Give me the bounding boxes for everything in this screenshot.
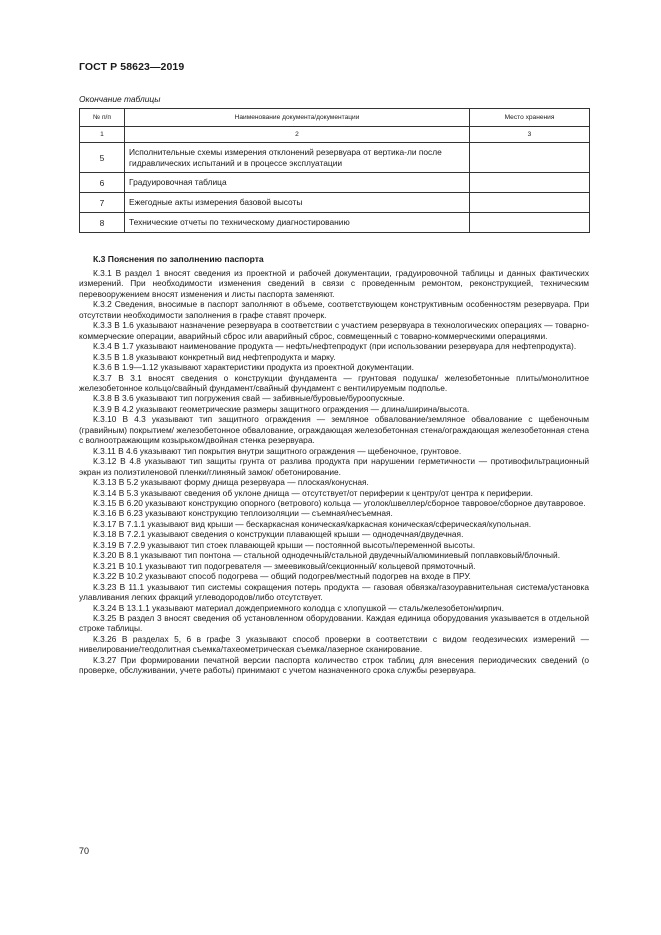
row-number: 5 [80,143,125,173]
paragraph: К.3.10 В 4.3 указывают тип защитного ограждения — земляное обвалование/земляное обвалование с щебеночным (гравийным) покрытием/ железобетонное обвалование, ограждающая железобетонная стена/ограждающая железобетонная стена с волноотражающим козырьком/двойная стенка резервуара. [79,414,589,446]
paragraph: К.3.7 В 3.1 вносят сведения о конструкции фундамента — грунтовая подушка/ железобетонные плиты/монолитное железобетонное кольцо/свайный фундамент/свайный фундамент с вентилируемым подполье. [79,372,589,393]
paragraph: К.3.20 В 8.1 указывают тип понтона — стальной однодечный/стальной двудечный/алюминиевый поплавковый/блочный. [93,550,561,561]
document-header: ГОСТ Р 58623—2019 [79,61,185,73]
paragraph: К.3.12 В 4.8 указывают тип защиты грунта от разлива продукта при нарушении герметичности — противофильтрационный экран из полиэтиленовой пленки/глиняный замок/ обетонирование. [79,456,589,477]
table-row [80,213,590,233]
paragraph: К.3.18 В 7.2.1 указывают сведения о конструкции плавающей крыши — однодечная/двудечная. [93,529,464,540]
table-column-numbers-row [80,127,590,143]
paragraph: К.3.26 В разделах 5, 6 в графе 3 указывают способ проверки в соответствии с видом геодезических измерений — нивелирование/теодолитная съемка/тахеометрическая съемка/лазерное сканирование. [79,633,589,655]
row-number: 6 [80,173,125,193]
paragraph: К.3.3 В 1.6 указывают назначение резервуара в соответствии с участием резервуара в технологических операциях — товарно-коммерческие операции, аварийный сброс или аварийный сброс, совмещенный с товарно-коммерческими операциями. [79,320,589,341]
paragraph: К.3.22 В 10.2 указывают способ подогрева — общий подогрев/местный подогрев на входе в ПРУ. [93,571,471,582]
paragraph: К.3.9 В 4.2 указывают геометрические размеры защитного ограждения — длина/ширина/высота. [93,403,470,414]
paragraph: К.3.4 В 1.7 указывают наименование продукта — нефть/нефтепродукт (при использовании резервуара для нефтепродукта). [93,341,577,352]
table-row [80,173,590,193]
paragraph: К.3.25 В раздел 3 вносят сведения об установленном оборудовании. Каждая единица оборудования указывается в отдельной строке таблицы. [79,612,589,634]
paragraph: К.3.19 В 7.2.9 указывают тип стоек плавающей крыши — постоянной высоты/переменной высоты. [93,539,476,550]
paragraph: К.3.8 В 3.6 указывают тип погружения свай — забивные/буровые/буроопускные. [93,393,405,404]
paragraph: К.3.27 При формировании печатной версии паспорта количество строк таблиц для внесения периодических сведений (о проверке, обслуживании, учете работы) принимают с учетом назначенного срока службы резервуара. [79,654,589,676]
column-header-number: № п/п [80,109,125,127]
table-row [80,193,590,213]
paragraph: К.3.24 В 13.1.1 указывают материал дождеприемного колодца с хлопушкой — сталь/железобетон/кирпич. [93,602,504,613]
paragraph: К.3.23 В 11.1 указывают тип системы сокращения потерь продукта — газовая обвязка/газоуравнительная система/установка улавливания легких фракций углеводородов/либо отсутствует. [79,581,589,603]
column-number: 3 [470,127,590,143]
paragraph: К.3.14 В 5.3 указывают сведения об уклоне днища — отсутствует/от периферии к центру/от центра к периферии. [93,487,533,498]
paragraph: К.3.2 Сведения, вносимые в паспорт заполняют в объеме, соответствующем конструктивным особенностям резервуара. При отсутствии необходимости заполнения в графе ставят прочерк. [79,299,589,320]
section-body [79,268,589,676]
column-header-location: Место хранения [470,109,590,127]
row-number: 7 [80,193,125,213]
paragraph: К.3.1 В раздел 1 вносят сведения из проектной и рабочей документации, градуировочной таблицы и данных фактических измерений. При необходимости изменения сведений в связи с проведенным ремонтом, реконструкцией, техническим перевооружением вносят изменения и листы паспорта заменяют. [79,268,589,299]
paragraph: К.3.16 В 6.23 указывают конструкцию теплоизоляции — съемная/несъемная. [93,508,393,519]
row-location [470,143,590,173]
paragraph: К.3.11 В 4.6 указывают тип покрытия внутри защитного ограждения — щебеночное, грунтовое. [93,445,462,456]
paragraph: К.3.21 В 10.1 указывают тип подогревателя — змеевиковый/секционный/ кольцевой прямоточный. [93,560,476,571]
table-caption: Окончание таблицы [79,94,161,104]
documents-table [79,108,590,233]
row-number: 8 [80,213,125,233]
paragraph: К.3.17 В 7.1.1 указывают вид крыши — бескаркасная коническая/каркасная коническая/сферическая/купольная. [93,518,532,529]
section-title: К.3 Пояснения по заполнению паспорта [93,254,264,264]
table-row [80,143,590,173]
row-document-name: Градуировочная таблица [125,173,470,193]
row-document-name: Исполнительные схемы измерения отклонений резервуара от вертика-ли после гидравлических испытаний и в процессе эксплуатации [125,143,470,173]
row-location [470,193,590,213]
paragraph: К.3.15 В 6.20 указывают конструкцию опорного (ветрового) кольца — уголок/швеллер/сборное тавровое/сборное двутавровое. [93,497,586,508]
row-document-name: Ежегодные акты измерения базовой высоты [125,193,470,213]
column-header-name: Наименование документа/документации [125,109,470,127]
paragraph: К.3.5 В 1.8 указывают конкретный вид нефтепродукта и марку. [93,351,336,362]
row-location [470,213,590,233]
table-header-row [80,109,590,127]
row-location [470,173,590,193]
column-number: 1 [80,127,125,143]
paragraph: К.3.13 В 5.2 указывают форму днища резервуара — плоская/конусная. [93,477,369,488]
column-number: 2 [125,127,470,143]
row-document-name: Технические отчеты по техническому диагностированию [125,213,470,233]
page-number: 70 [79,846,90,856]
paragraph: К.3.6 В 1.9—1.12 указывают характеристики продукта из проектной документации. [93,362,414,373]
